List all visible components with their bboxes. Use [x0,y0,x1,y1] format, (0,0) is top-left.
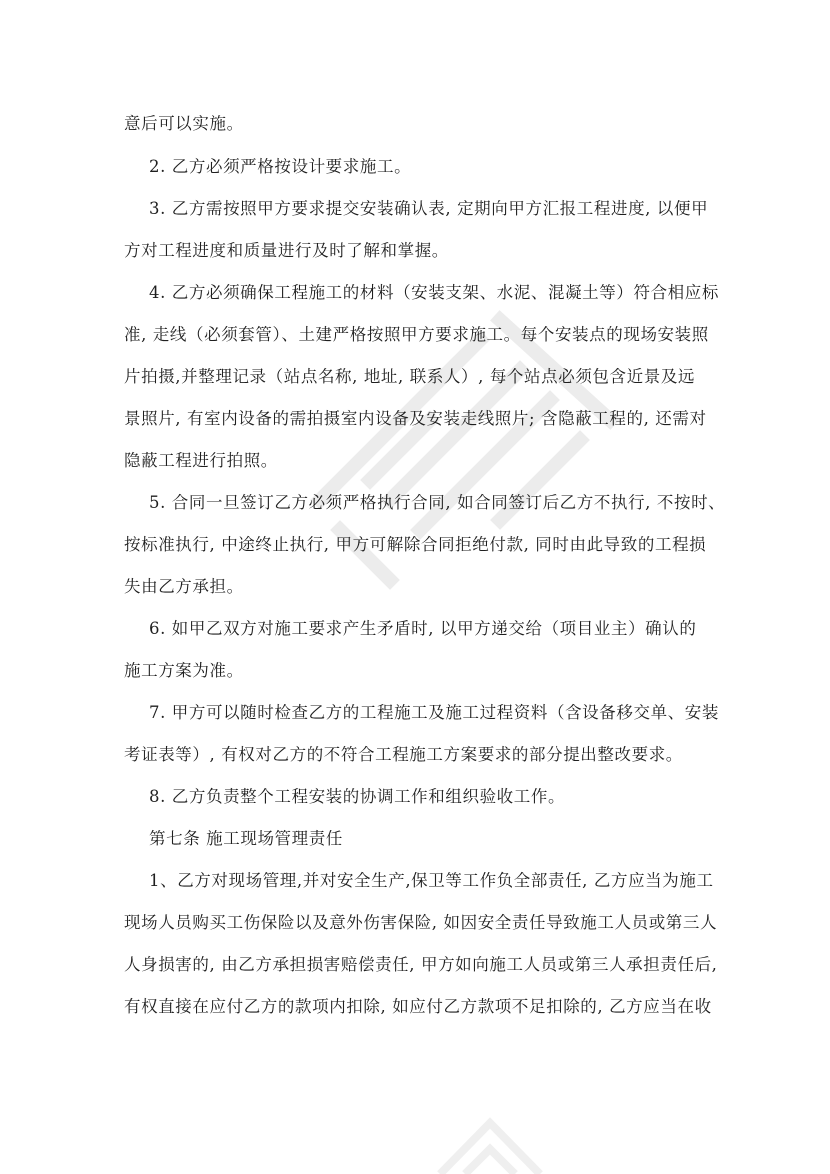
text-line: 现场人员购买工伤保险以及意外伤害保险, 如因安全责任导致施工人员或第三人 [124,913,718,932]
text-line: 8. 乙方负责整个工程安装的协调工作和组织验收工作。 [149,787,566,806]
text-line: 3. 乙方需按照甲方要求提交安装确认表, 定期向甲方汇报工程进度, 以便甲 [149,199,709,218]
text-line: 准, 走线（必须套管）、土建严格按照甲方要求施工。每个安装点的现场安装照 [124,325,709,344]
text-line: 5. 合同一旦签订乙方必须严格执行合同, 如合同签订后乙方不执行, 不按时、 [149,493,726,512]
text-line: 有权直接在应付乙方的款项内扣除, 如应付乙方款项不足扣除的, 乙方应当在收 [124,997,712,1016]
text-line: 片拍摄,并整理记录（站点名称, 地址, 联系人）, 每个站点必须包含近景及远 [124,367,696,386]
text-line: 6. 如甲乙双方对施工要求产生矛盾时, 以甲方递交给（项目业主）确认的 [149,619,697,638]
text-line: 方对工程进度和质量进行及时了解和掌握。 [124,241,449,260]
text-line: 施工方案为准。 [124,661,244,680]
text-line: 意后可以实施。 [124,114,244,133]
text-line: 景照片, 有室内设备的需拍摄室内设备及安装走线照片; 含隐蔽工程的, 还需对 [124,409,707,428]
text-line: 按标准执行, 中途终止执行, 甲方可解除合同拒绝付款, 同时由此导致的工程损 [124,535,707,554]
text-line: 隐蔽工程进行拍照。 [124,451,278,470]
text-line: 7. 甲方可以随时检查乙方的工程施工及施工过程资料（含设备移交单、安装 [149,703,719,722]
text-line: 1、乙方对现场管理,并对安全生产,保卫等工作负全部责任, 乙方应当为施工 [149,871,714,890]
text-line: 4. 乙方必须确保工程施工的材料（安装支架、水泥、混凝土等）符合相应标 [149,283,719,302]
text-line: 失由乙方承担。 [124,577,244,596]
text-line: 2. 乙方必须严格按设计要求施工。 [149,157,412,176]
text-line: 第七条 施工现场管理责任 [149,829,343,848]
watermark-logo-icon [430,1105,550,1174]
text-line: 考证表等）, 有权对乙方的不符合工程施工方案要求的部分提出整改要求。 [124,745,683,764]
watermark-icon [250,300,630,600]
text-line: 人身损害的, 由乙方承担损害赔偿责任, 甲方如向施工人员或第三人承担责任后, [124,955,718,974]
